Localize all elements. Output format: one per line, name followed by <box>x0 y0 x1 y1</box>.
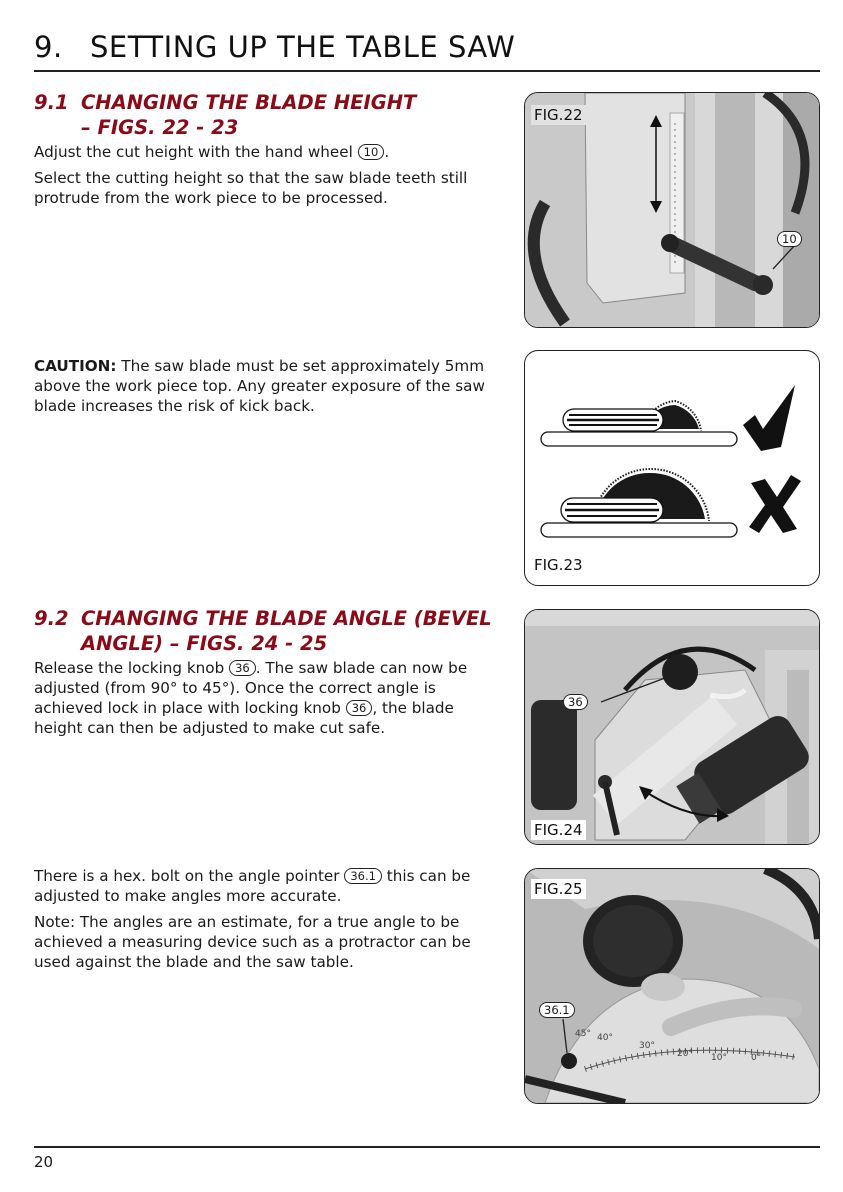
paragraph <box>34 142 496 162</box>
caution-label: CAUTION: <box>34 357 117 375</box>
section-number: 9.2 <box>34 607 69 630</box>
paragraph <box>34 866 496 906</box>
part-ref-badge: 10 <box>358 144 385 160</box>
scale-label: 40° <box>597 1033 613 1043</box>
paragraph-text: There is a hex. bolt on the angle pointer <box>34 867 340 885</box>
caution-text: The saw blade must be set approximately 5mm above the work piece top. Any greater exposure of the saw blade increases the risk of kick back. <box>34 357 485 415</box>
scale-label: 20° <box>677 1049 693 1059</box>
section-title-line1: CHANGING THE BLADE ANGLE (BEVEL <box>81 607 492 630</box>
fig23-illustration <box>525 351 819 585</box>
fig25-callout: 36.1 <box>539 1002 575 1018</box>
chapter-title <box>34 30 515 64</box>
paragraph-text: Release the locking knob <box>34 659 225 677</box>
section-9-2-body-2 <box>34 866 496 978</box>
figure-24 <box>524 609 820 845</box>
fig22-label: FIG.22 <box>531 105 586 125</box>
scale-label: 45° <box>575 1029 591 1039</box>
figure-22 <box>524 92 820 328</box>
scale-label: 0° <box>751 1053 762 1063</box>
note-paragraph: Note: The angles are an estimate, for a true angle to be achieved a measuring device such as a protractor can be used against the blade and the saw table. <box>34 913 471 971</box>
footer-rule <box>34 1146 820 1148</box>
fig22-callout: 10 <box>777 231 802 247</box>
paragraph-text: Adjust the cut height with the hand wheel <box>34 143 353 161</box>
scale-label: 30° <box>639 1041 655 1051</box>
part-ref-badge: 36.1 <box>344 868 382 884</box>
part-ref-badge: 36 <box>346 700 373 716</box>
fig23-label: FIG.23 <box>534 556 583 574</box>
fig24-illustration <box>525 610 819 844</box>
page-number: 20 <box>34 1153 54 1171</box>
figure-25 <box>524 868 820 1104</box>
paragraph-text: . The saw blade can now be adjusted (from 90° to 45°). Once the correct angle is achieved lock in place with locking knob <box>34 659 468 717</box>
scale-label: 10° <box>711 1053 727 1063</box>
fig25-label: FIG.25 <box>531 879 586 899</box>
chapter-number: 9. <box>34 30 63 64</box>
section-heading-9-2 <box>34 606 492 656</box>
fig24-label: FIG.24 <box>531 820 586 840</box>
caution-paragraph <box>34 356 496 422</box>
figure-23 <box>524 350 820 586</box>
part-ref-badge: 36 <box>229 660 256 676</box>
section-number: 9.1 <box>34 91 69 114</box>
section-title-line1: CHANGING THE BLADE HEIGHT <box>81 91 417 114</box>
section-title-line2: – FIGS. 22 - 23 <box>81 116 239 139</box>
header-rule <box>34 70 820 72</box>
section-heading-9-1 <box>34 90 416 140</box>
fig25-illustration <box>525 869 819 1103</box>
paragraph-text: , the blade height can then be adjusted to make cut safe. <box>34 699 454 737</box>
chapter-title-text: SETTING UP THE TABLE SAW <box>90 30 516 64</box>
cross-icon <box>749 475 801 533</box>
paragraph-text: this can be adjusted to make angles more accurate. <box>34 867 471 905</box>
tick-icon <box>743 385 795 451</box>
section-9-1-body <box>34 142 496 214</box>
paragraph: Select the cutting height so that the saw blade teeth still protrude from the work piece to be processed. <box>34 169 468 207</box>
paragraph <box>34 658 496 738</box>
section-title-line2: ANGLE) – FIGS. 24 - 25 <box>81 632 328 655</box>
fig22-illustration <box>525 93 819 327</box>
fig24-callout: 36 <box>563 694 588 710</box>
paragraph-text: . <box>384 143 390 161</box>
section-9-2-body <box>34 658 496 744</box>
